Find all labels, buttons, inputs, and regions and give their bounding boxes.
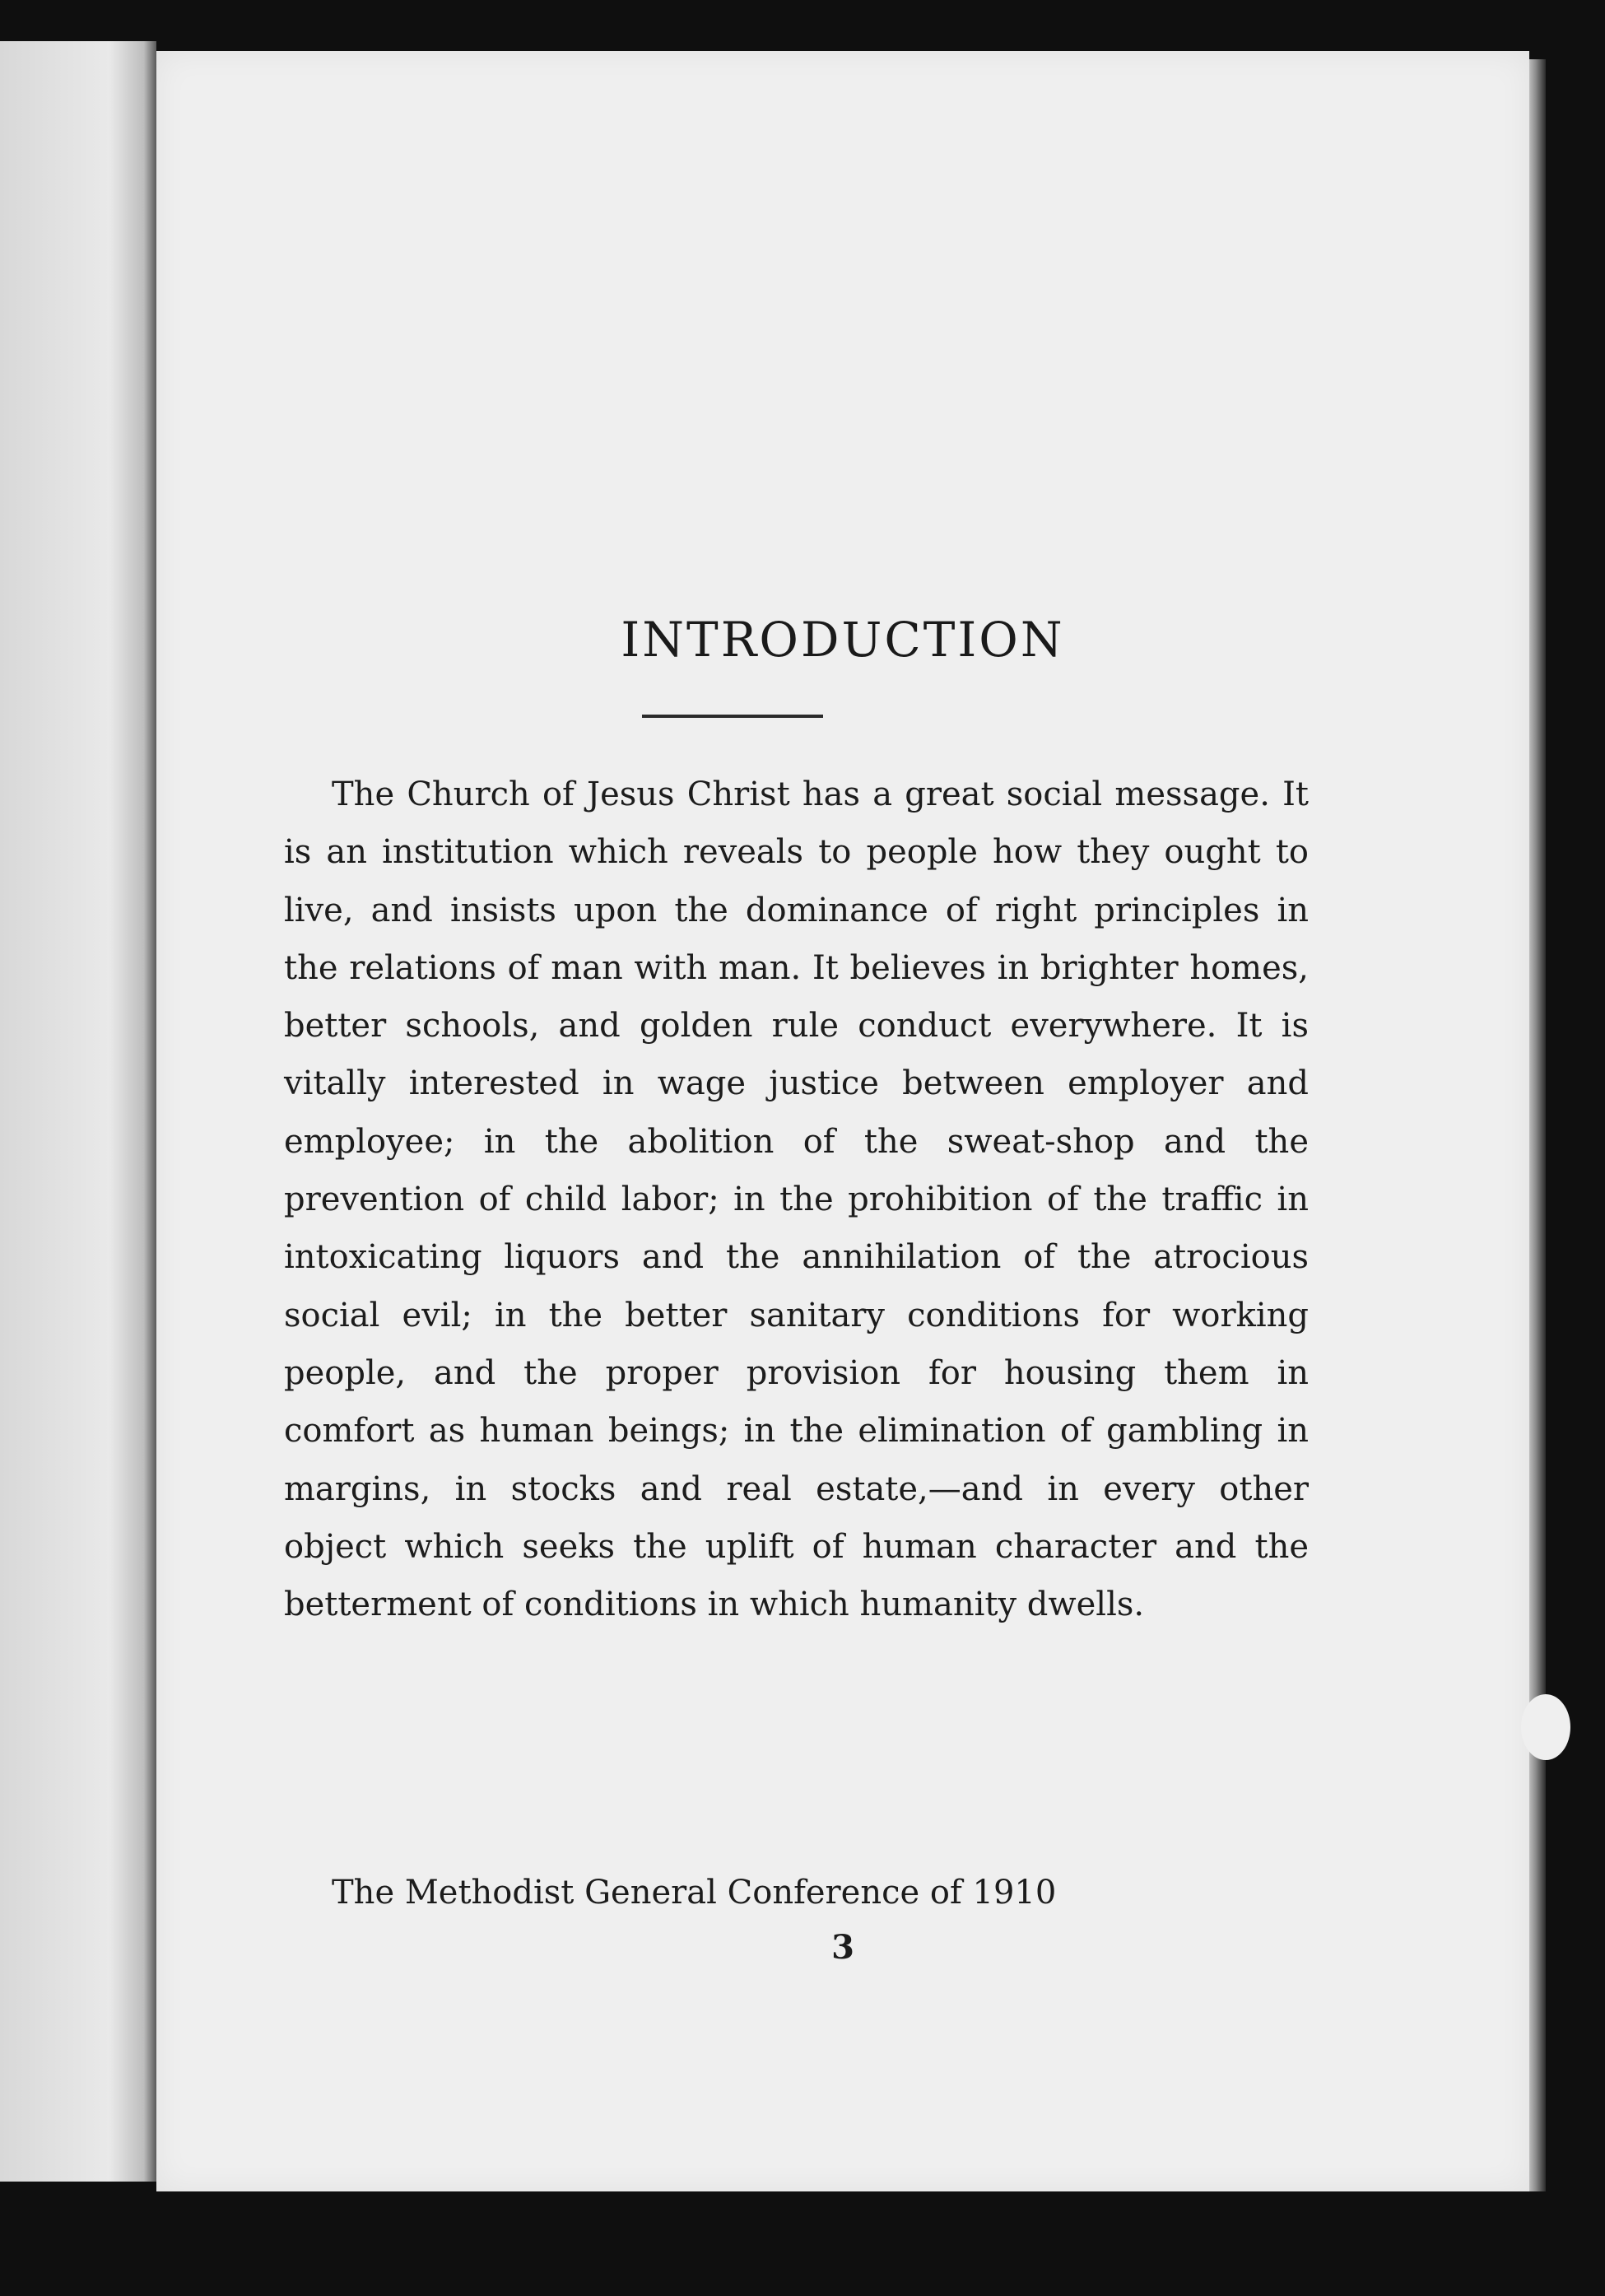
page-number: 3 xyxy=(831,1928,854,1967)
page-title: INTRODUCTION xyxy=(621,612,1065,668)
title-divider xyxy=(642,715,823,718)
facing-page-edge xyxy=(0,41,156,2182)
paper-spot xyxy=(1521,1694,1570,1760)
attribution-line: The Methodist General Conference of 1910 xyxy=(332,1874,1057,1912)
introduction-paragraph: The Church of Jesus Christ has a great social message. It is an institution which reveals to people how they ought to live, and insists upon the dominance of right principles in the relations of man with man. It believes in brighter homes, better schools, and golden rule conduct everywhere. It is vitally interested in wage justice between employer and employee; in the abolition of the sweat-shop and the prevention of child labor; in the prohibition of the traffic in intoxicating liquors and the annihilation of the atrocious social evil; in the better sanitary conditions for working people, and the proper provision for housing them in comfort as human beings; in the elimination of gambling in margins, in stocks and real estate,—and in every other object which seeks the uplift of human character and the betterment of conditions in which humanity dwells. xyxy=(284,775,1309,1624)
page-binding-edge xyxy=(1529,59,1546,2191)
book-page xyxy=(156,51,1529,2191)
